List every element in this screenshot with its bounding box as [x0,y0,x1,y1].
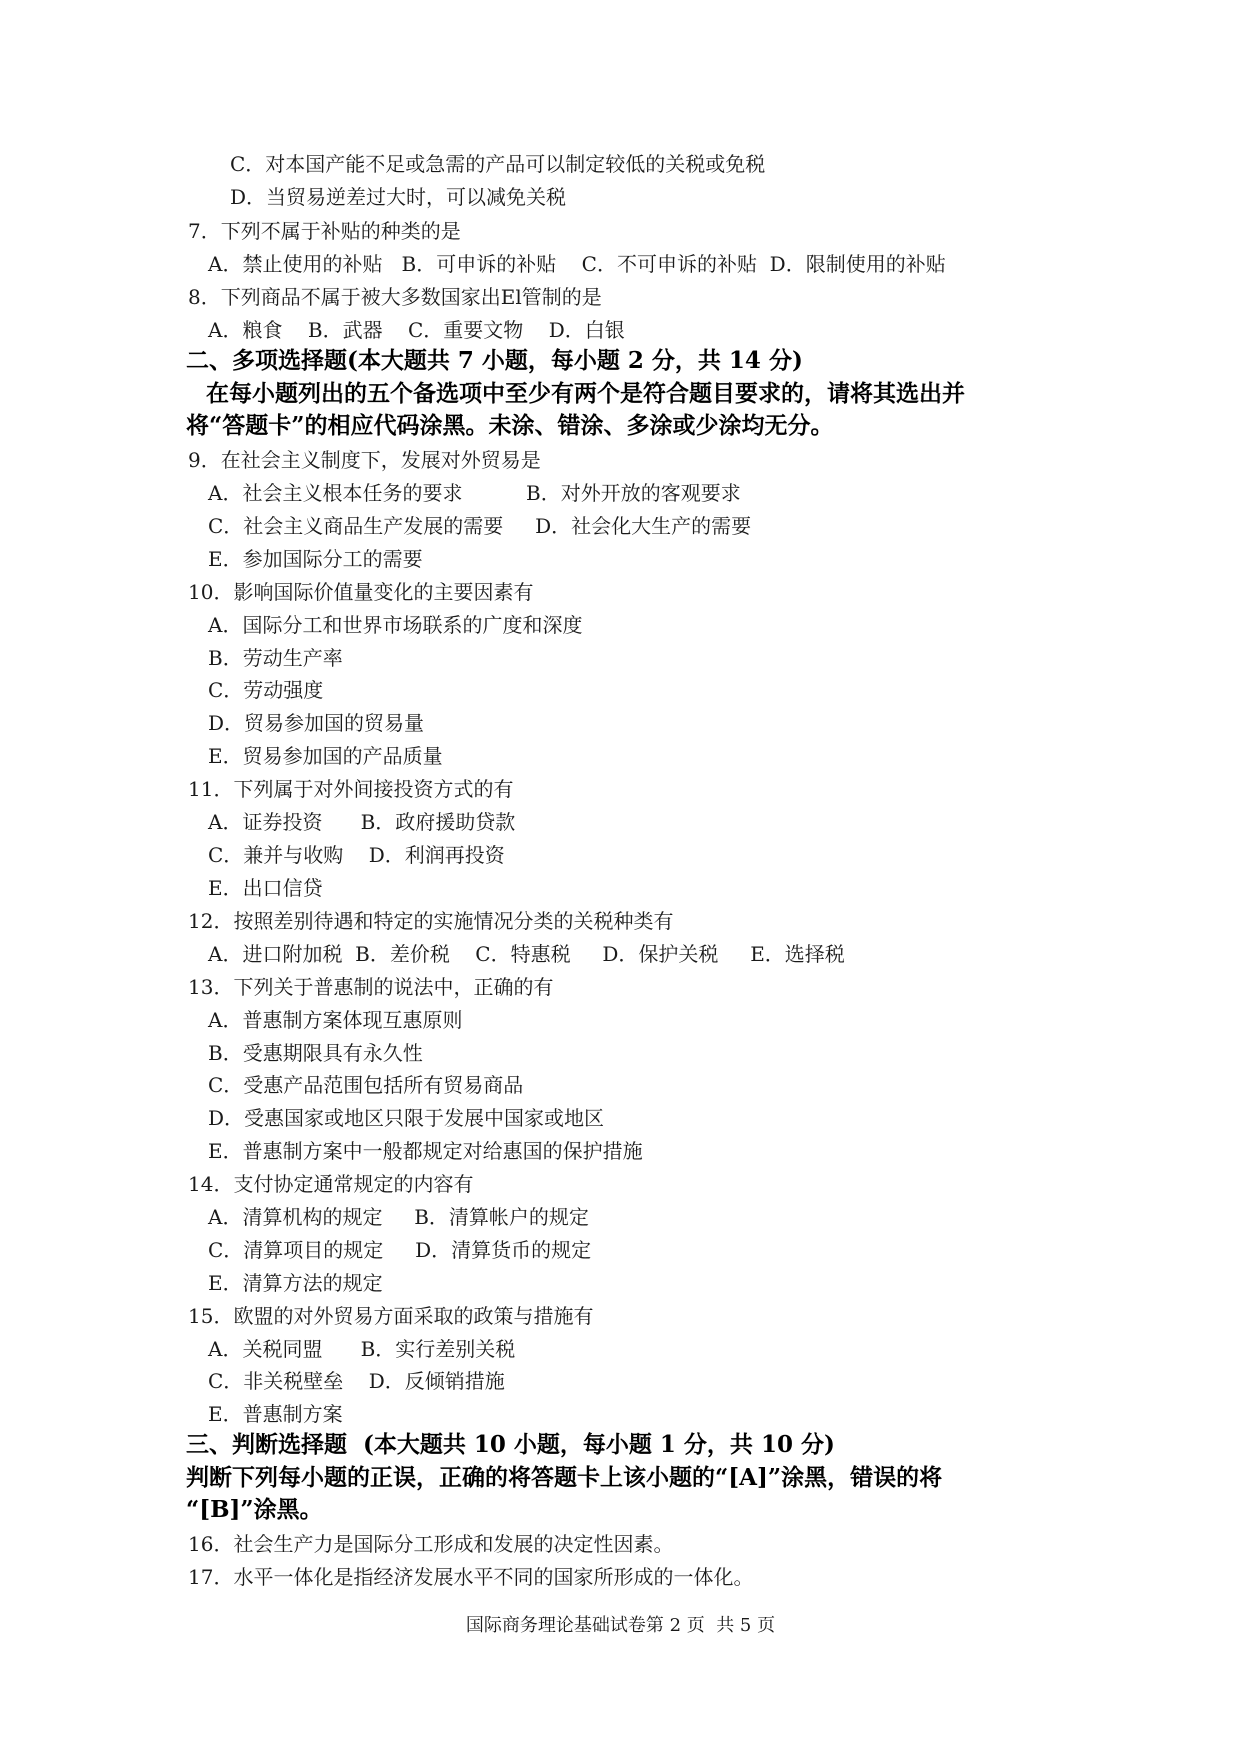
options-8: A．粮食 B．武器 C．重要文物 D．白银 [208,318,625,342]
question-7: 7．下列不属于补贴的种类的是 [188,219,461,243]
option-13a: A．普惠制方案体现互惠原则 [208,1008,463,1032]
option-13b: B．受惠期限具有永久性 [208,1041,423,1065]
option-13e: E．普惠制方案中一般都规定对给惠国的保护措施 [208,1139,643,1163]
section-2-instruction-2: 将“答题卡”的相应代码涂黑。未涂、错涂、多涂或少涂均无分。 [186,412,834,439]
options-12: A．进口附加税 B．差价税 C．特惠税 D．保护关税 E．选择税 [208,942,845,966]
option-11e: E．出口信贷 [208,876,323,900]
options-7: A．禁止使用的补贴 B．可申诉的补贴 C．不可申诉的补贴 D．限制使用的补贴 [208,252,946,276]
question-12: 12．按照差别待遇和特定的实施情况分类的关税种类有 [188,909,674,933]
option-10e: E．贸易参加国的产品质量 [208,744,443,768]
options-14cd: C．清算项目的规定 D．清算货币的规定 [208,1238,592,1262]
page-footer: 国际商务理论基础试卷第 2 页 共 5 页 [465,1615,776,1636]
section-3-instruction-1: 判断下列每小题的正误，正确的将答题卡上该小题的“[A]”涂黑，错误的将 [186,1464,943,1491]
question-11: 11．下列属于对外间接投资方式的有 [188,777,514,801]
options-9cd: C．社会主义商品生产发展的需要 D．社会化大生产的需要 [208,514,752,538]
options-15cd: C．非关税壁垒 D．反倾销措施 [208,1369,505,1393]
question-9: 9．在社会主义制度下，发展对外贸易是 [188,448,541,472]
section-3-heading: 三、判断选择题 (本大题共 10 小题，每小题 1 分，共 10 分) [186,1431,835,1458]
option-15e: E．普惠制方案 [208,1402,343,1426]
option-14e: E．清算方法的规定 [208,1271,383,1295]
option-6c: C．对本国产能不足或急需的产品可以制定较低的关税或免税 [230,152,766,176]
question-14: 14．支付协定通常规定的内容有 [188,1172,474,1196]
option-10c: C．劳动强度 [208,678,324,702]
option-9e: E．参加国际分工的需要 [208,547,423,571]
question-15: 15．欧盟的对外贸易方面采取的政策与措施有 [188,1304,594,1328]
question-16: 16．社会生产力是国际分工形成和发展的决定性因素。 [188,1532,674,1556]
question-8: 8．下列商品不属于被大多数国家出El管制的是 [188,285,602,309]
options-14ab: A．清算机构的规定 B．清算帐户的规定 [208,1205,589,1229]
option-10a: A．国际分工和世界市场联系的广度和深度 [208,613,583,637]
section-3-instruction-2: “[B]”涂黑。 [186,1496,323,1523]
question-13: 13．下列关于普惠制的说法中，正确的有 [188,975,554,999]
option-13d: D．受惠国家或地区只限于发展中国家或地区 [208,1106,605,1130]
option-13c: C．受惠产品范围包括所有贸易商品 [208,1073,524,1097]
question-10: 10．影响国际价值量变化的主要因素有 [188,580,534,604]
section-2-heading: 二、多项选择题(本大题共 7 小题，每小题 2 分，共 14 分) [186,347,803,374]
option-6d: D．当贸易逆差过大时，可以减免关税 [230,185,567,209]
options-15ab: A．关税同盟 B．实行差别关税 [208,1337,516,1361]
options-11ab: A．证券投资 B．政府援助贷款 [208,810,516,834]
question-17: 17．水平一体化是指经济发展水平不同的国家所形成的一体化。 [188,1565,754,1589]
option-10b: B．劳动生产率 [208,646,343,670]
options-11cd: C．兼并与收购 D．利润再投资 [208,843,505,867]
options-9ab: A．社会主义根本任务的要求 B．对外开放的客观要求 [208,481,741,505]
option-10d: D．贸易参加国的贸易量 [208,711,425,735]
section-2-instruction-1: 在每小题列出的五个备选项中至少有两个是符合题目要求的，请将其选出并 [206,380,965,407]
